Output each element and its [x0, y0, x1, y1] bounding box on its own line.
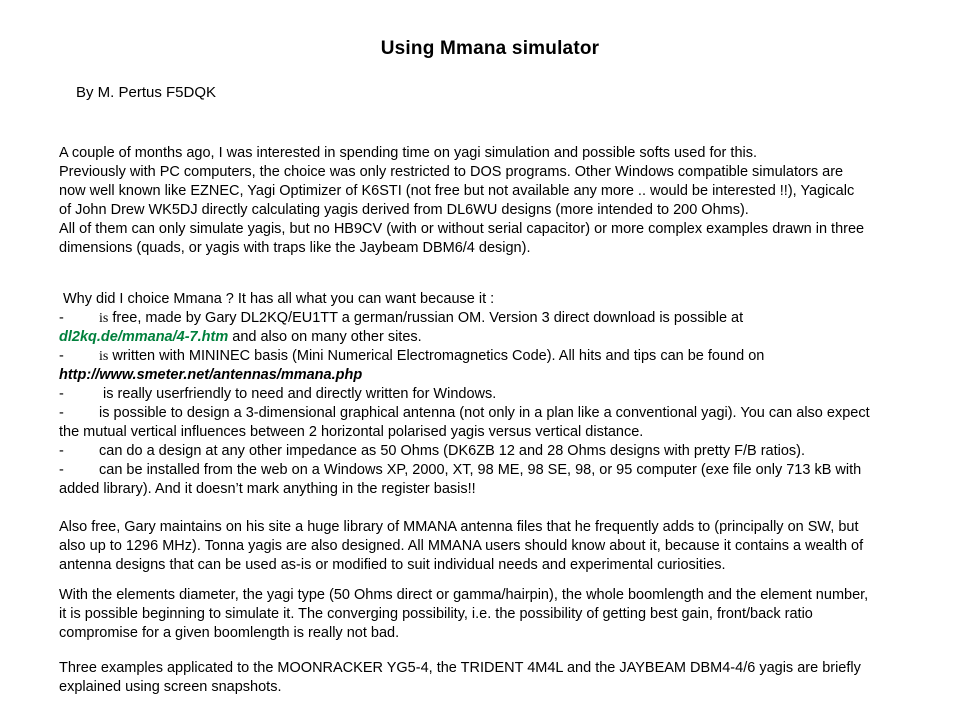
- list-item-free: [59, 309, 954, 328]
- examples-paragraph: [59, 659, 954, 697]
- examples-line: Three examples applicated to the MOONRACKER YG5-4, the TRIDENT 4M4L and the JAYBEAM DBM4-4/6 yagis are briefly: [59, 660, 861, 676]
- elements-line: it is possible beginning to simulate it. The converging possibility, i.e. the possibility of getting best gain, front/back ratio: [59, 606, 813, 622]
- page-title: Using Mmana simulator: [380, 38, 600, 59]
- intro-line: dimensions (quads, or yagis with traps like the Jaybeam DBM6/4 design).: [59, 240, 531, 256]
- is-word: is: [99, 349, 109, 364]
- library-line: Also free, Gary maintains on his site a huge library of MMANA antenna files that he frequently adds to (principally on SW, but: [59, 519, 859, 535]
- list-item-install: [59, 461, 954, 480]
- list-item-impedance: [59, 442, 954, 461]
- item-text: can be installed from the web on a Windows XP, 2000, XT, 98 ME, 98 SE, 98, or 95 computer (exe file only 713 kB with: [99, 462, 862, 478]
- list-item-mininec-cont: [59, 366, 954, 385]
- item-text: and also on many other sites.: [232, 329, 422, 345]
- elements-line: With the elements diameter, the yagi type (50 Ohms direct or gamma/hairpin), the whole boomlength and the element number,: [59, 587, 869, 603]
- author-line: By M. Pertus F5DQK: [76, 84, 217, 101]
- list-item-3d: [59, 404, 954, 423]
- list-item-free-cont: [59, 328, 954, 347]
- is-word: is: [99, 311, 109, 326]
- elements-paragraph: [59, 586, 954, 643]
- why-heading: Why did I choice Mmana ? It has all what you can want because it :: [63, 291, 495, 307]
- why-mmana-section: [59, 290, 954, 499]
- intro-line: of John Drew WK5DJ directly calculating yagis derived from DL6WU designs (more intended to 200 Ohms).: [59, 202, 749, 218]
- list-item-mininec: [59, 347, 954, 366]
- intro-line: All of them can only simulate yagis, but no HB9CV (with or without serial capacitor) or more complex examples drawn in three: [59, 221, 865, 237]
- dl2kq-link[interactable]: dl2kq.de/mmana/4-7.htm: [59, 329, 229, 345]
- intro-line: now well known like EZNEC, Yagi Optimizer of K6STI (not free but not available any more .. would be interested !!), Yagicalc: [59, 183, 855, 199]
- smeter-link[interactable]: http://www.smeter.net/antennas/mmana.php: [59, 367, 363, 383]
- bullet-dash: -: [59, 443, 64, 459]
- examples-line: explained using screen snapshots.: [59, 679, 282, 695]
- bullet-dash: -: [59, 405, 64, 421]
- item-text: is really userfriendly to need and directly written for Windows.: [103, 386, 497, 402]
- item-text: is possible to design a 3-dimensional graphical antenna (not only in a plan like a conventional yagi). You can also expect: [99, 405, 870, 421]
- list-item-3d-cont: the mutual vertical influences between 2 horizontal polarised yagis versus vertical distance.: [59, 424, 644, 440]
- elements-line: compromise for a given boomlength is really not bad.: [59, 625, 400, 641]
- library-line: antenna designs that can be used as-is or modified to suit individual needs and experimental curiosities.: [59, 557, 726, 573]
- intro-line: Previously with PC computers, the choice was only restricted to DOS programs. Other Windows compatible simulators are: [59, 164, 844, 180]
- item-text: free, made by Gary DL2KQ/EU1TT a german/russian OM. Version 3 direct download is possible at: [112, 310, 744, 326]
- list-item-install-cont: added library). And it doesn’t mark anything in the register basis!!: [59, 481, 476, 497]
- bullet-dash: -: [59, 348, 64, 364]
- intro-line: A couple of months ago, I was interested in spending time on yagi simulation and possible softs used for this.: [59, 145, 758, 161]
- bullet-dash: -: [59, 462, 64, 478]
- item-text: written with MININEC basis (Mini Numerical Electromagnetics Code). All hits and tips can be found on: [112, 348, 765, 364]
- list-item-userfriendly: [59, 385, 954, 404]
- library-line: also up to 1296 MHz). Tonna yagis are also designed. All MMANA users should know about it, because it contains a wealth of: [59, 538, 864, 554]
- item-text: can do a design at any other impedance as 50 Ohms (DK6ZB 12 and 28 Ohms designs with pretty F/B ratios).: [99, 443, 806, 459]
- bullet-dash: -: [59, 310, 64, 326]
- bullet-dash: -: [59, 386, 64, 402]
- library-paragraph: [59, 518, 954, 575]
- intro-paragraph: [59, 144, 954, 258]
